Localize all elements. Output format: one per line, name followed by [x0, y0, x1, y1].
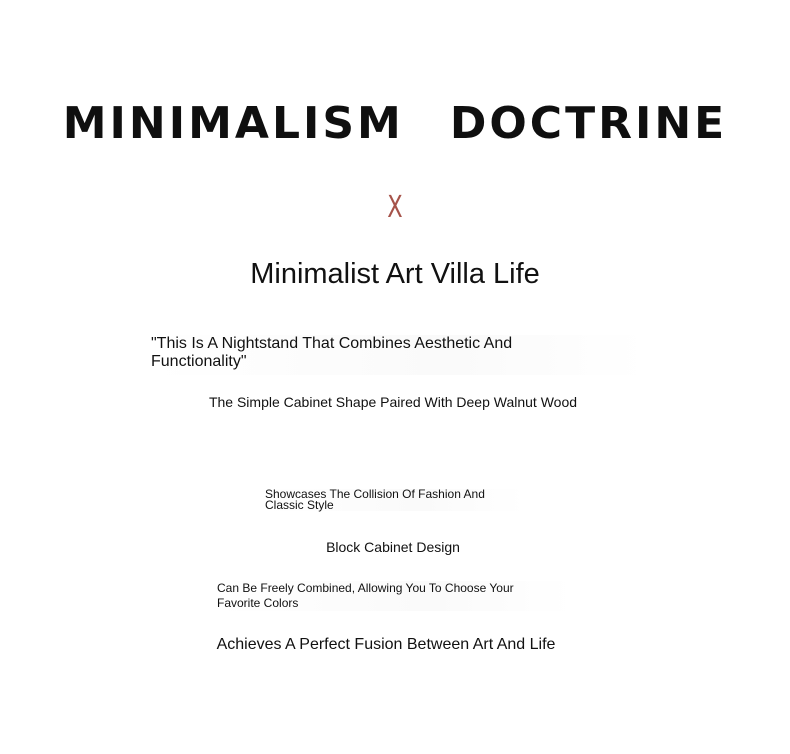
feature-cabinet-shape: The Simple Cabinet Shape Paired With Deep Walnut Wood — [208, 394, 578, 410]
combined-line-2: Favorite Colors — [217, 596, 299, 610]
quote-line-1: "This Is A Nightstand That Combines Aesthetic And — [151, 335, 513, 352]
headline-word-doctrine: DOCTRINE — [449, 98, 728, 149]
quote-text — [151, 335, 647, 375]
headline-word-minimalism: MINIMALISM — [62, 98, 404, 149]
divider-symbol: X — [387, 190, 403, 225]
collision-line-1: Showcases The Collision Of Fashion And — [265, 487, 485, 501]
feature-collision — [265, 489, 525, 511]
feature-fusion: Achieves A Perfect Fusion Between Art And Life — [216, 636, 556, 653]
headline — [0, 96, 790, 152]
feature-combined — [217, 581, 573, 611]
quote-line-2: Functionality" — [151, 353, 247, 370]
collision-line-2: Classic Style — [265, 498, 334, 512]
feature-block-cabinet: Block Cabinet Design — [326, 539, 460, 555]
combined-line-1: Can Be Freely Combined, Allowing You To Choose Your — [217, 581, 514, 595]
subtitle: Minimalist Art Villa Life — [250, 258, 540, 290]
